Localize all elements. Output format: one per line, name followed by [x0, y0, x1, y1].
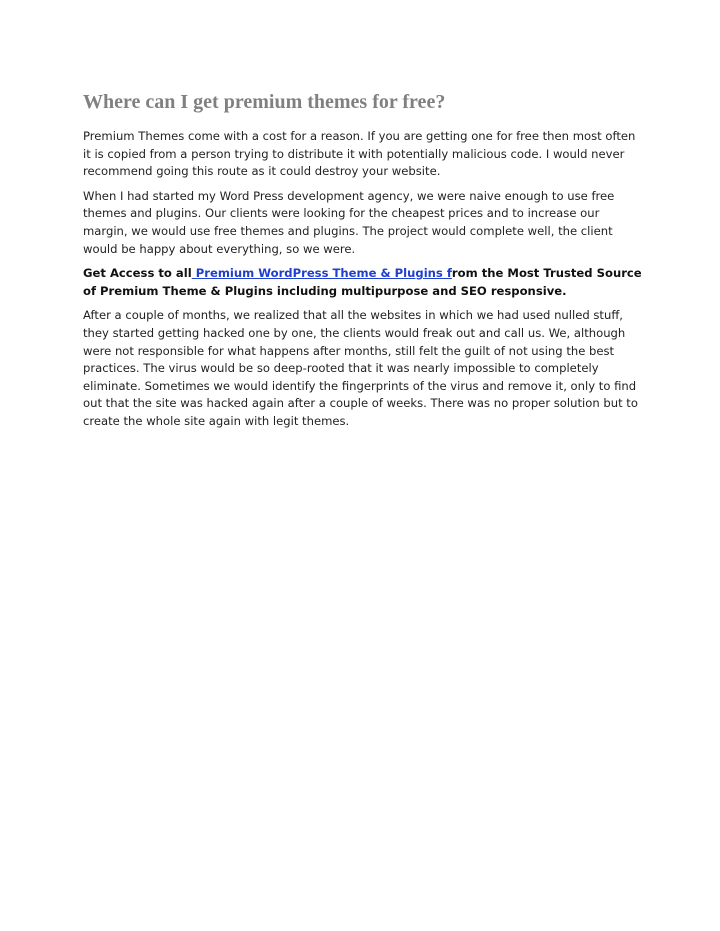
paragraph-agency: When I had started my Word Press development agency, we were naive enough to use free themes and plugins. Our clients were looking for the cheapest prices and to increase our margin, we would use free themes and plugins. The project would complete well, the client would be happy about everything, so we were. — [83, 188, 615, 256]
promo-text-before: Get Access to all — [83, 266, 192, 281]
paragraph-intro: Premium Themes come with a cost for a reason. If you are getting one for free then most often it is copied from a person trying to distribute it with potentially malicious code. I would never recommend going this route as it could destroy your website. — [83, 129, 636, 179]
promo-text-after: rom the Most Trusted Source of Premium Theme & Plugins including multipurpose and SEO responsive. — [83, 266, 642, 298]
promo-paragraph — [83, 265, 643, 300]
paragraph-hacked: After a couple of months, we realized that all the websites in which we had used nulled stuff, they started getting hacked one by one, the clients would freak out and call us. We, although were not responsible for what happens after months, still felt the guilt of not using the best practices. The virus would be so deep-rooted that it was nearly impossible to completely eliminate. Sometimes we would identify the fingerprints of the virus and remove it, only to find out that the site was hacked again after a couple of weeks. There was no proper solution but to create the whole site again with legit themes. — [83, 308, 638, 428]
page-title: Where can I get premium themes for free? — [83, 91, 446, 113]
premium-themes-link[interactable]: Premium WordPress Theme & Plugins f — [191, 266, 452, 281]
article-body — [83, 128, 643, 438]
